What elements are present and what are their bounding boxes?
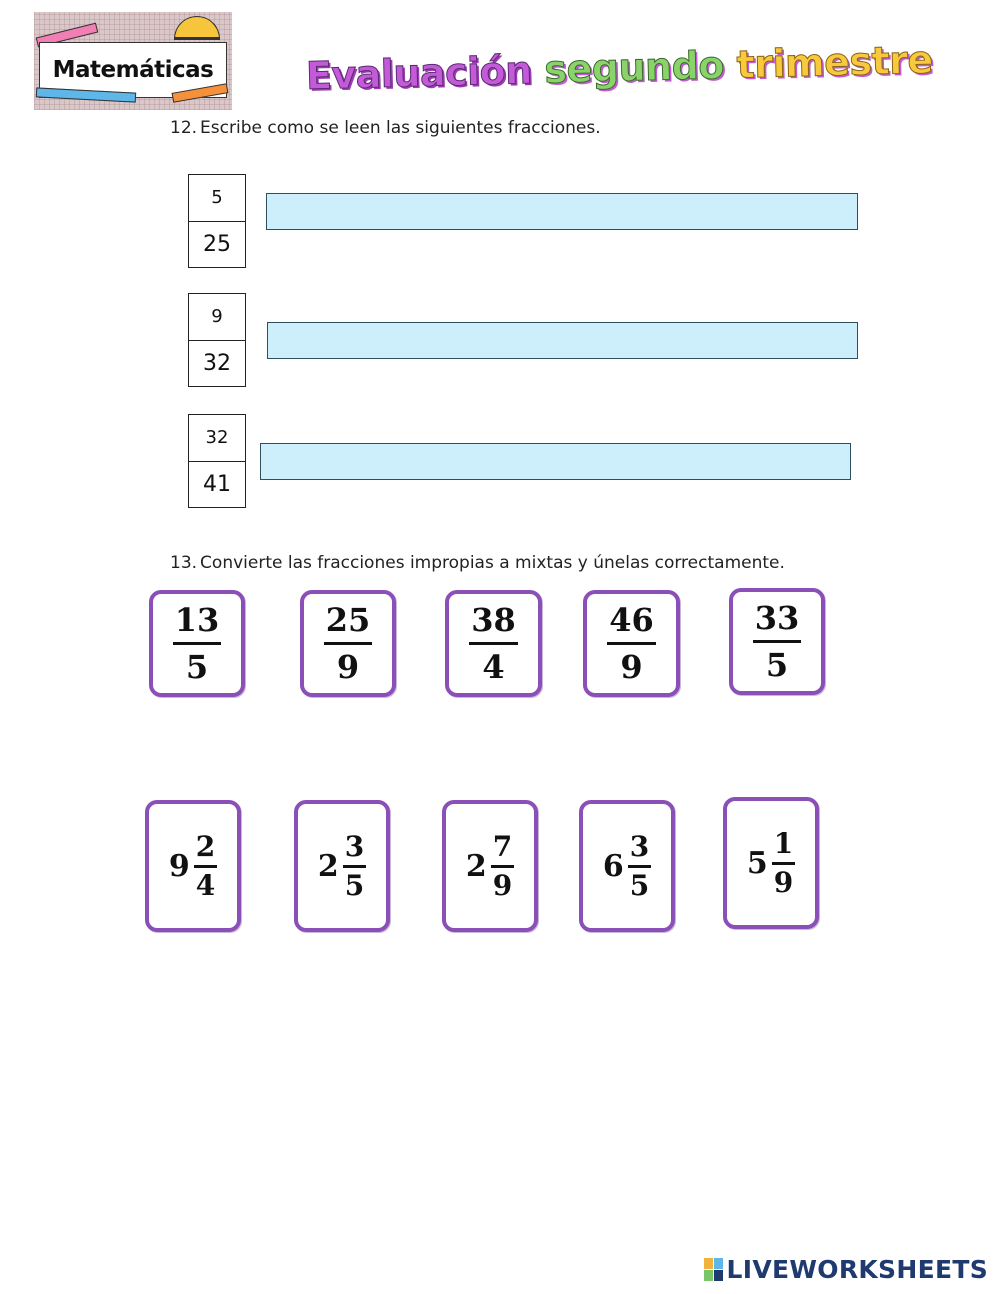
brand-text: LIVEWORKSHEETS: [726, 1255, 988, 1284]
logo-text: Matemáticas: [52, 57, 214, 83]
denominator: 32: [203, 350, 231, 376]
whole-number: 6: [602, 848, 624, 884]
numerator: 25: [325, 601, 371, 639]
improper-fraction-card[interactable]: [445, 590, 542, 697]
title-word-1: Evaluación: [305, 48, 533, 98]
whole-number: 5: [746, 845, 768, 881]
protractor-icon: [174, 16, 220, 40]
question-prompt: Convierte las fracciones impropias a mixtas y únelas correctamente.: [200, 553, 785, 573]
numerator: 1: [773, 826, 794, 860]
denominator: 5: [185, 648, 209, 686]
title-word-3: trimestre: [736, 37, 934, 87]
denominator: 5: [344, 868, 365, 902]
mixed-number-card[interactable]: [579, 800, 675, 932]
liveworksheets-logo-icon: [704, 1258, 723, 1281]
numerator: 5: [189, 175, 245, 222]
question-12: [170, 118, 601, 138]
improper-fraction-card[interactable]: [729, 588, 825, 695]
numerator: 32: [189, 415, 245, 462]
fraction-bar: [753, 640, 802, 643]
answer-input-3[interactable]: [260, 443, 851, 480]
numerator: 3: [344, 829, 365, 863]
numerator: 33: [754, 599, 800, 637]
fraction-bar: [324, 642, 373, 645]
fraction-bar: [469, 642, 518, 645]
improper-fraction-card[interactable]: [583, 590, 680, 697]
fraction-bar: [491, 865, 514, 868]
fraction-bar: [194, 865, 217, 868]
improper-fraction-card[interactable]: [149, 590, 245, 697]
numerator: 7: [492, 829, 513, 863]
mixed-number-card[interactable]: [145, 800, 241, 932]
question-prompt: Escribe como se leen las siguientes fracciones.: [200, 118, 601, 138]
fraction-bar: [628, 865, 651, 868]
numerator: 46: [609, 601, 654, 639]
denominator: 9: [773, 865, 794, 899]
fraction-bar: [772, 862, 795, 865]
fraction-box: [188, 414, 246, 508]
denominator: 4: [482, 648, 505, 686]
fraction-bar: [173, 642, 222, 645]
numerator: 3: [629, 829, 650, 863]
denominator: 41: [203, 471, 231, 497]
denominator: 9: [336, 648, 360, 686]
fraction-box: [188, 174, 246, 268]
page-title: [305, 38, 933, 98]
liveworksheets-brand: [704, 1255, 988, 1284]
denominator: 5: [765, 646, 789, 684]
numerator: 38: [471, 601, 516, 639]
denominator: 9: [620, 648, 643, 686]
answer-input-2[interactable]: [267, 322, 858, 359]
fraction-bar: [343, 865, 366, 868]
question-number: 12.: [170, 118, 198, 138]
fraction-box: [188, 293, 246, 387]
denominator: 4: [195, 868, 216, 902]
fraction-bar: [607, 642, 656, 645]
numerator: 2: [195, 829, 216, 863]
denominator: 9: [492, 868, 513, 902]
title-word-2: segundo: [543, 43, 725, 92]
whole-number: 2: [317, 848, 339, 884]
mixed-number-card[interactable]: [442, 800, 538, 932]
improper-fraction-card[interactable]: [300, 590, 396, 697]
numerator: 9: [189, 294, 245, 341]
mixed-number-card[interactable]: [723, 797, 819, 929]
subject-logo: [34, 12, 232, 110]
whole-number: 2: [465, 848, 487, 884]
denominator: 25: [203, 231, 231, 257]
question-13: [170, 553, 785, 573]
numerator: 13: [174, 601, 220, 639]
denominator: 5: [629, 868, 650, 902]
question-number: 13.: [170, 553, 198, 573]
mixed-number-card[interactable]: [294, 800, 390, 932]
answer-input-1[interactable]: [266, 193, 858, 230]
whole-number: 9: [168, 848, 190, 884]
